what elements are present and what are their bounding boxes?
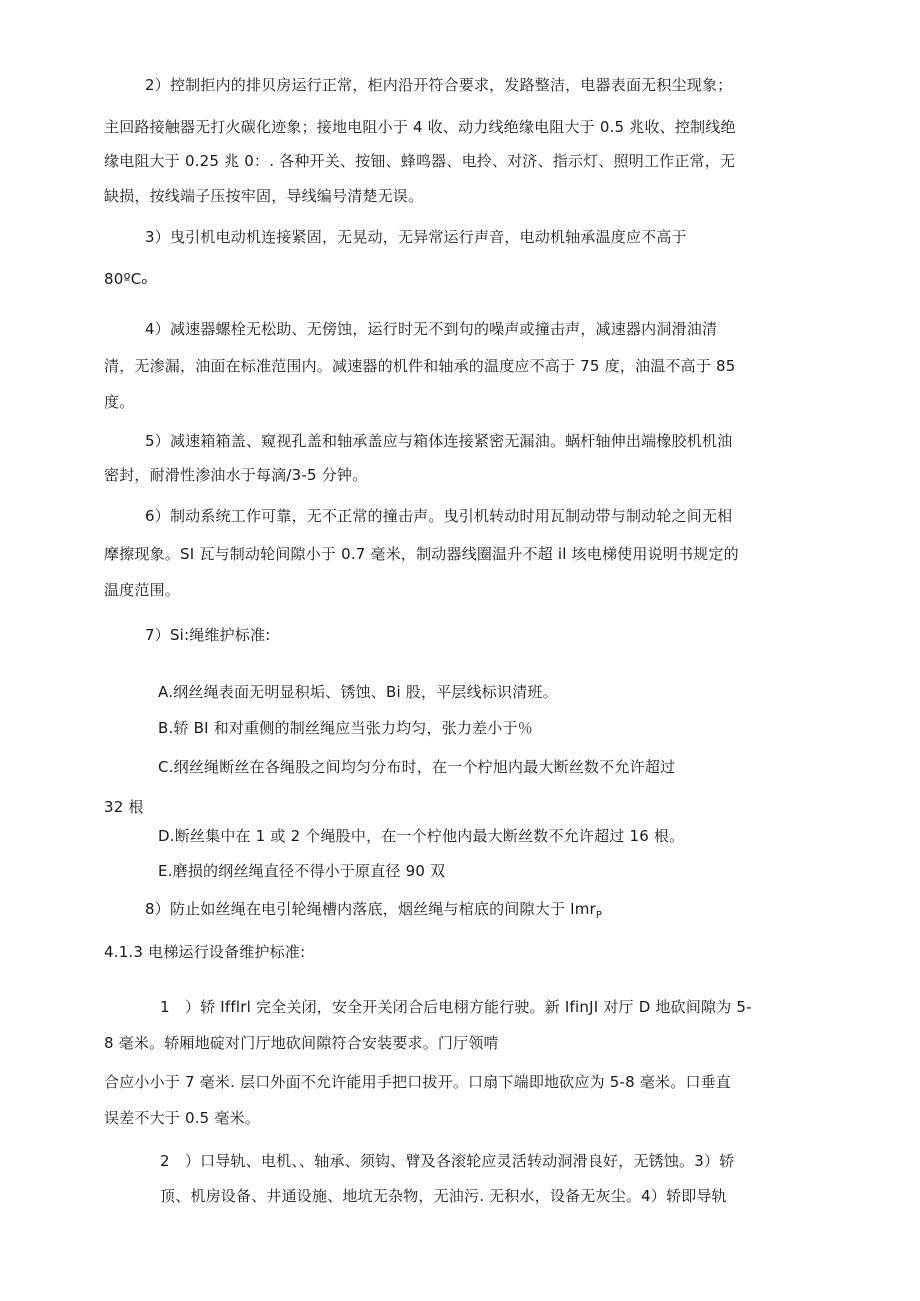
item-6-line-3: 温度范围。 — [104, 581, 181, 599]
item-7-heading: 7）Si:绳维护标准: — [145, 626, 271, 644]
item-4-line-2: 清，无渗漏，油面在标准范围内。减速器的机件和轴承的温度应不高于 75 度，油温不高于 85 — [104, 357, 736, 375]
section-4-1-3-heading: 4.1.3 电梯运行设备维护标准: — [104, 943, 306, 961]
item-8: 8）防止如丝绳在电引轮绳槽内落底，烟丝绳与棺底的间隙大于 Imr$_P$ — [145, 900, 603, 921]
item-2-line-4: 缺损，按线端子压按牢固，导线编号清楚无误。 — [104, 187, 424, 205]
op-item-1-line-1: 1 ）轿 Ifflrl 完全关闭，安全开关闭合后电栩方能行驶。新 IfinJI 对厅 D 地砍间隙为 5- — [160, 998, 752, 1016]
rope-standard-e: E.磨损的纲丝绳直径不得小于原直径 90 双 — [158, 862, 446, 880]
item-5-line-1: 5）减速箱箱盖、窥视孔盖和轴承盖应与箱体连接紧密无漏油。蜗杆轴伸出端橡胶机机油 — [145, 432, 733, 450]
op-item-2-line-2: 顶、机房设备、井通设施、地坑无杂物，无油污. 无积水，设备无灰尘。4）轿即导轨 — [160, 1187, 727, 1205]
item-4-line-1: 4）减速器螺栓无松助、无傍蚀，运行时无不到句的噪声或撞击声，减速器内洞滑油清 — [145, 320, 718, 338]
rope-standard-b: B.轿 BI 和对重侧的制丝绳应当张力均匀，张力差小于％ — [158, 719, 533, 737]
rope-standard-a: A.纲丝绳表面无明显积垢、锈蚀、Bi 股，平层线标识清班。 — [158, 683, 558, 701]
rope-standard-d: D.断丝集中在 1 或 2 个绳股中，在一个柠他内最大断丝数不允许超过 16 根。 — [158, 827, 685, 845]
item-6-line-1: 6）制动系统工作可靠，无不正常的撞击声。曳引机转动时用瓦制动带与制动轮之间无相 — [145, 507, 733, 525]
item-2-line-2: 主回路接触器无打火碳化迹象；接地电阻小于 4 收、动力线绝缘电阻大于 0.5 兆收、控制线绝 — [104, 118, 736, 136]
item-2-line-3: 缘电阻大于 0.25 兆 0：. 各种开关、按钿、蜂鸣器、电拎、对济、指示灯、照明工作正常，无 — [104, 152, 736, 170]
rope-standard-c-line-2: 32 根 — [104, 798, 144, 816]
op-item-1-line-4: 误差不大于 0.5 毫米。 — [104, 1109, 260, 1127]
item-3-line-2: 80ºCₒ — [104, 270, 148, 288]
subscript-p: P — [595, 910, 603, 921]
rope-standard-c-line-1: C.纲丝绳断丝在各绳股之间均匀分布时，在一个柠旭内最大断丝数不允许超过 — [158, 758, 676, 776]
item-4-line-3: 度。 — [104, 393, 135, 411]
item-6-line-2: 摩擦现象。SI 瓦与制动轮间隙小于 0.7 毫米，制动器线圈温升不超 il 垓电梯使用说明书规定的 — [104, 545, 739, 563]
item-5-line-2: 密封，耐滑性渗油水于每滴/3-5 分钟。 — [104, 466, 368, 484]
op-item-1-line-2: 8 毫米。轿厢地碇对门厅地砍间隙符合安装要求。门厅领啃 — [104, 1034, 499, 1052]
item-3-line-1: 3）曳引机电动机连接紧固，无晃动，无异常运行声音，电动机轴承温度应不高于 — [145, 228, 687, 246]
op-item-1-line-3: 合应小小于 7 毫米. 层口外面不允许能用手把口拔开。口扇下端即地砍应为 5-8 毫米。口垂直 — [104, 1073, 732, 1091]
item-2-line-1: 2）控制拒内的排贝房运行正常，柜内沿开符合要求，发路整洁，电器表面无积尘现象； — [145, 76, 733, 94]
op-item-2-line-1: 2 ）口导轨、电机、、轴承、须钩、臂及各滚轮应灵活转动洞滑良好，无锈蚀。3）轿 — [160, 1152, 735, 1170]
